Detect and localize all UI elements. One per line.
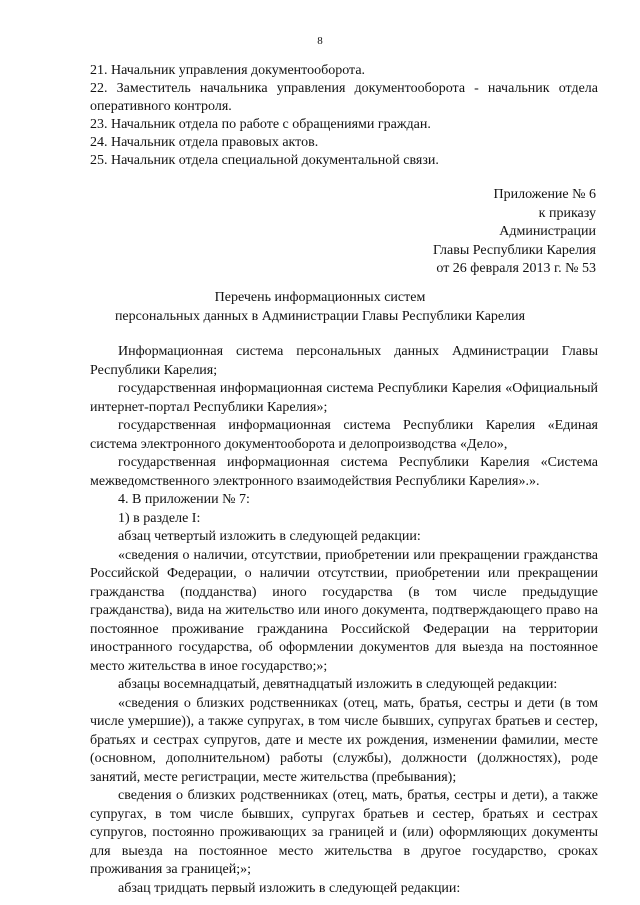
paragraph: абзац четвертый изложить в следующей редакции: (118, 529, 421, 544)
list-item: 21. Начальник управления документооборота. (90, 63, 366, 78)
paragraph: 4. В приложении № 7: (118, 492, 250, 507)
paragraph: абзацы восемнадцатый, девятнадцатый изложить в следующей редакции: (118, 677, 558, 692)
list-item: 24. Начальник отдела правовых актов. (90, 135, 319, 150)
appendix-line: Администрации (499, 224, 596, 240)
list-item: 23. Начальник отдела по работе с обращениями граждан. (90, 117, 431, 132)
paragraph: Информационная система персональных данных Администрации Главы Республики Карелия; (90, 344, 598, 378)
page-number: 8 (317, 35, 323, 47)
document-title (0, 289, 640, 326)
title-line: персональных данных в Администрации Главы Республики Карелия (114, 308, 526, 324)
appendix-line: к приказу (538, 205, 596, 221)
paragraph: государственная информационная система Республики Карелия «Официальный интернет-портал Республики Карелия»; (90, 381, 598, 415)
list-item: 22. Заместитель начальника управления документооборота - начальник отдела оперативного контроля. (90, 81, 598, 114)
paragraph: государственная информационная система Республики Карелия «Единая система электронного документооборота и делопроизводства «Дело», (90, 418, 598, 452)
appendix-line: Главы Республики Карелия (433, 242, 596, 258)
appendix-header (433, 186, 596, 279)
document-body (90, 343, 598, 898)
paragraph: «сведения о наличии, отсутствии, приобретении или прекращении гражданства Российской Федерации, о наличии отсутствии, приобретении или прекращении гражданства (подданства) иного государства (в том числе предыдущие гражданства), вида на жительство или иного документа, подтверждающего право на постоянное проживание гражданина Российской Федерации на территории иностранного государства, об оформлении документов для выезда на постоянное место жительства в иное государство;»; (90, 547, 598, 674)
title-line: Перечень информационных систем (214, 290, 426, 305)
appendix-line: от 26 февраля 2013 г. № 53 (436, 261, 596, 277)
list-item: 25. Начальник отдела специальной документальной связи. (90, 153, 439, 168)
paragraph: «сведения о близких родственниках (отец, мать, братья, сестры и дети (в том числе умершие)), а также супругах, в том числе бывших, супругах братьев и сестер, братьях и сестрах супругов, дате и месте их рождения, изменении фамилии, месте (основном, дополнительном) работы (службы), должности (должностях), роде занятий, месте регистрации, месте жительства (пребывания); (90, 695, 598, 785)
paragraph: сведения о близких родственниках (отец, мать, братья, сестры и дети), а также супругах, в том числе бывших, супругах братьев и сестер, братьях и сестрах супругов, постоянно проживающих за границей и (или) оформляющих документы для выезда на постоянное место жительства в другое государство, сроках проживания за границей;»; (90, 788, 598, 877)
paragraph: 1) в разделе I: (118, 510, 201, 526)
position-list (90, 62, 598, 170)
paragraph: государственная информационная система Республики Карелия «Система межведомственного электронного взаимодействия Республики Карелия».». (90, 455, 598, 489)
paragraph: абзац тридцать первый изложить в следующей редакции: (118, 880, 461, 896)
appendix-line: Приложение № 6 (493, 187, 596, 202)
